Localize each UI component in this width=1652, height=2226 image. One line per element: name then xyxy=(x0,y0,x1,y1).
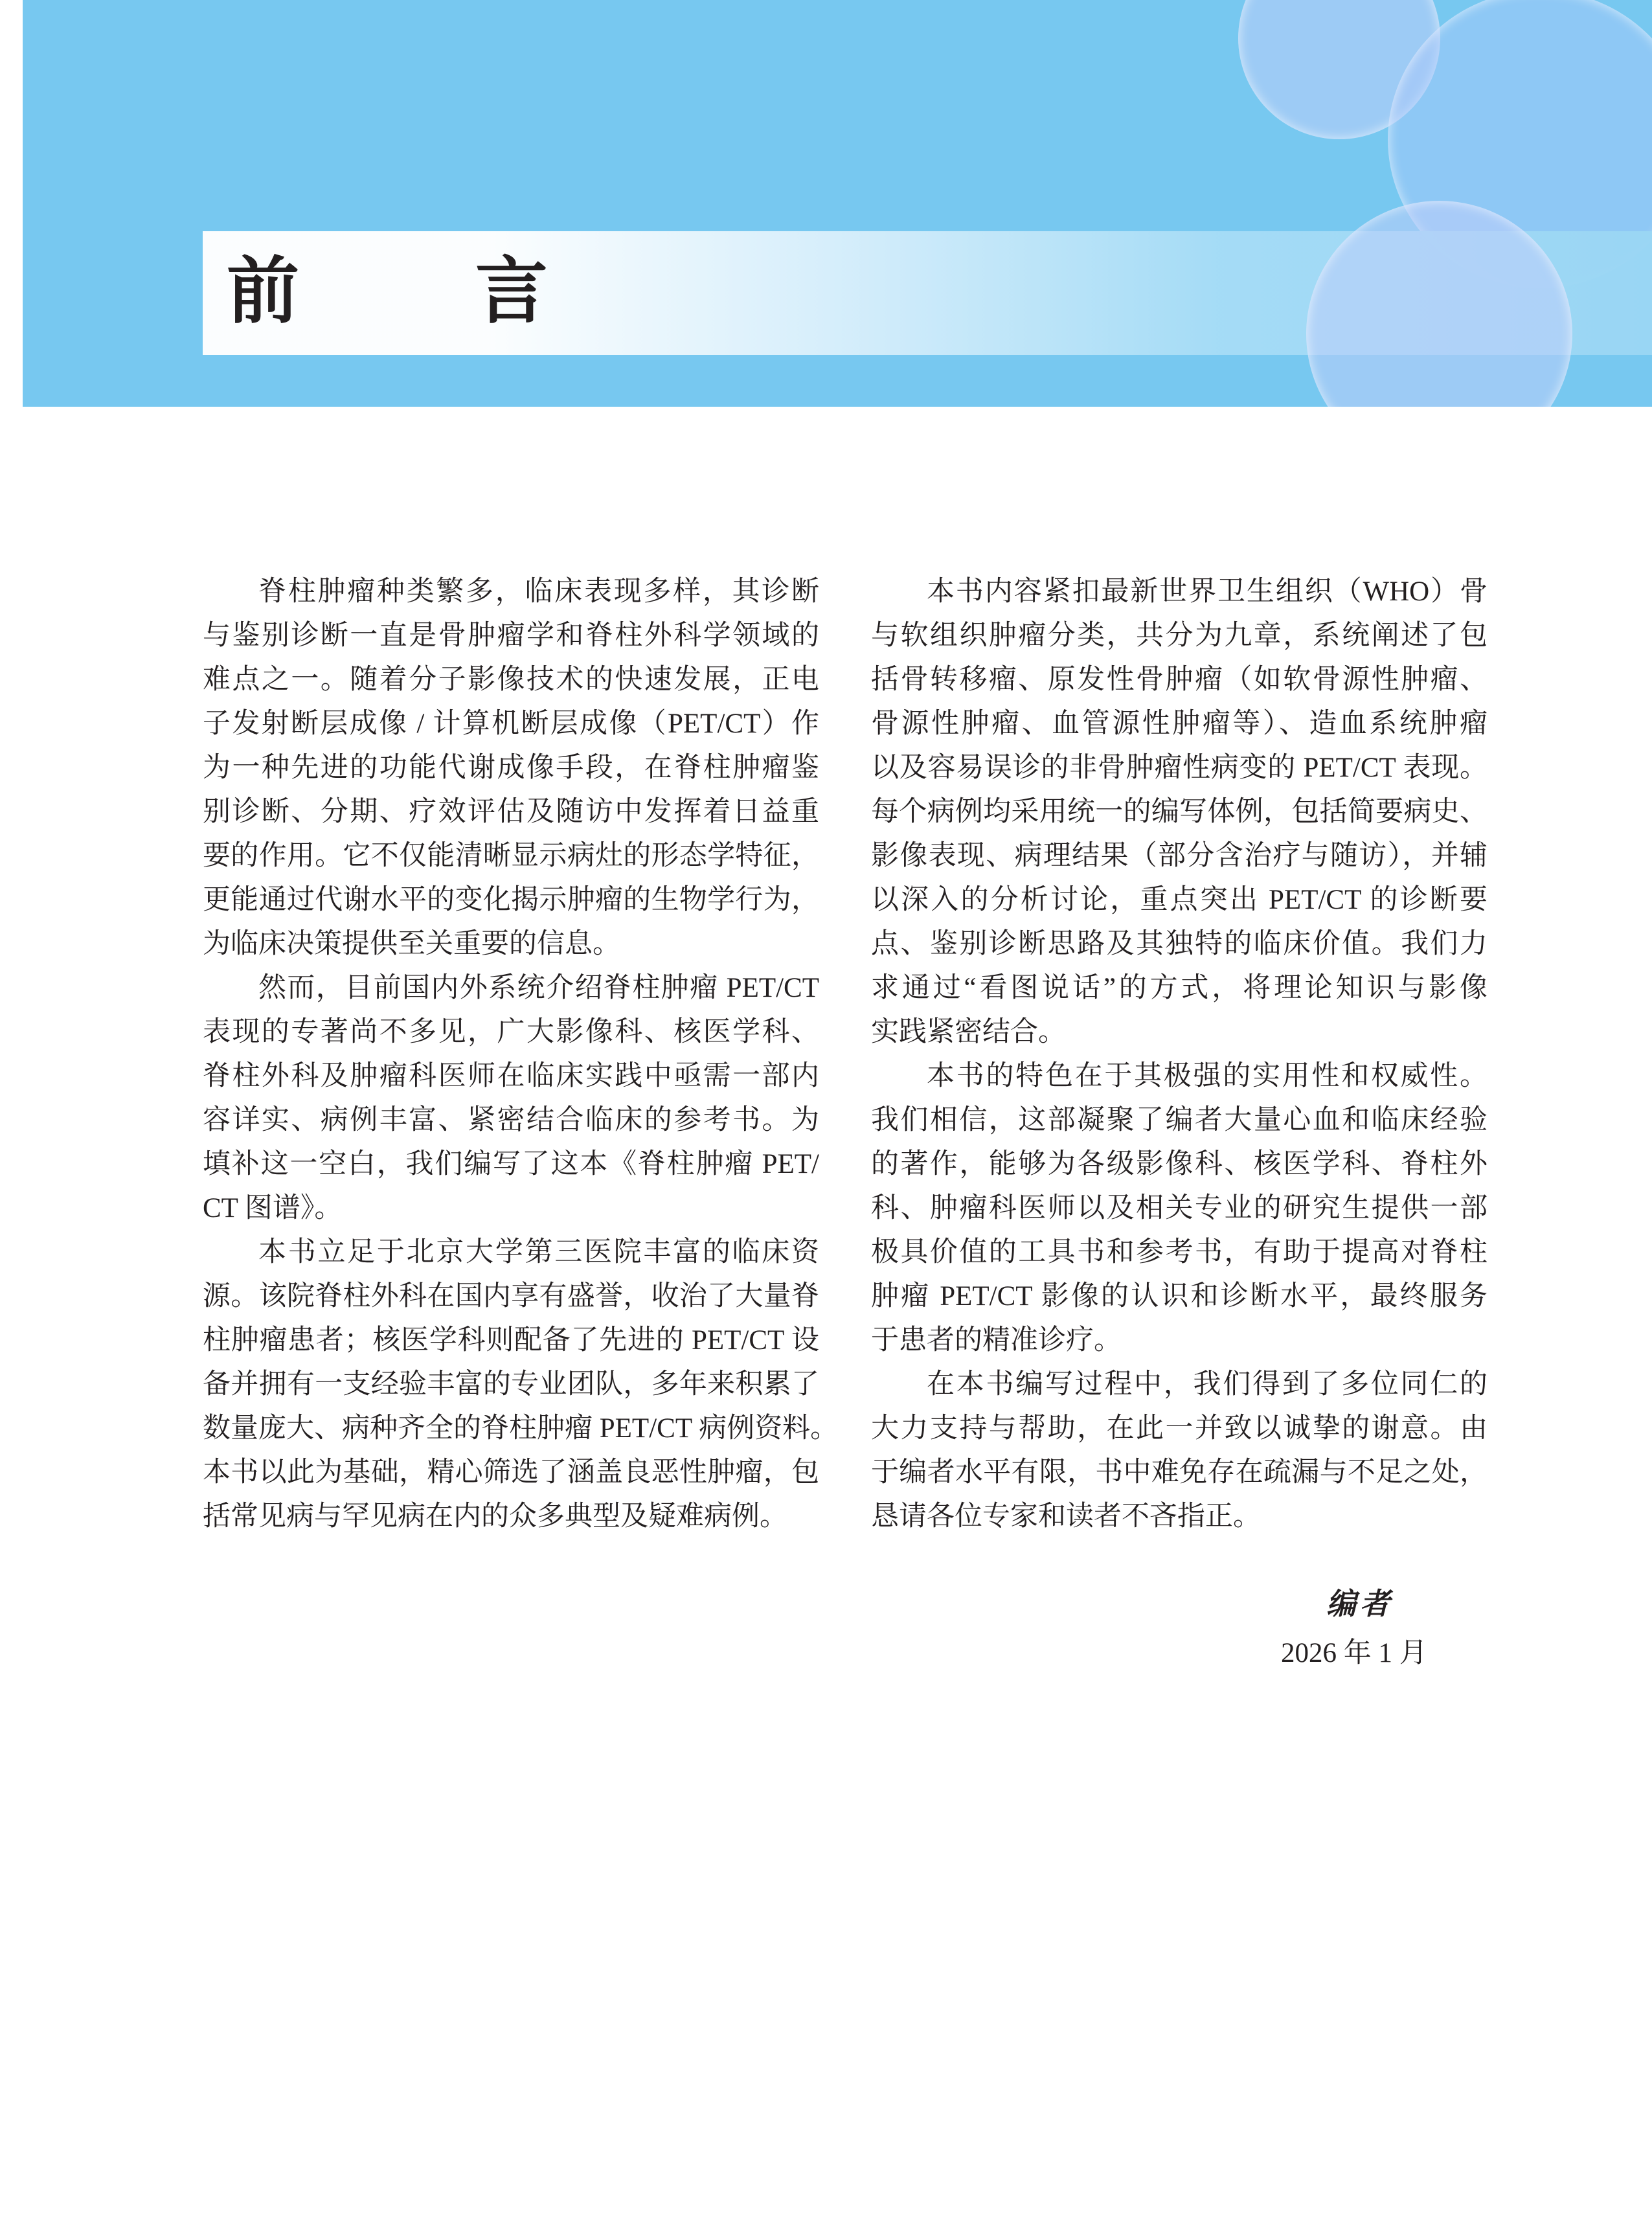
text-line: 别诊断、分期、疗效评估及随访中发挥着日益重 xyxy=(203,797,819,827)
text-line: 脊柱外科及肿瘤科医师在临床实践中亟需一部内 xyxy=(203,1061,819,1091)
text-line: 容详实、病例丰富、紧密结合临床的参考书。为 xyxy=(203,1105,819,1135)
paragraph xyxy=(203,570,819,966)
signature-date: 2026 年 1 月 xyxy=(1281,1638,1427,1668)
text-line: 括骨转移瘤、原发性骨肿瘤（如软骨源性肿瘤、 xyxy=(871,664,1488,695)
text-line: 括常见病与罕见病在内的众多典型及疑难病例。 xyxy=(203,1501,787,1532)
text-line: 于患者的精准诊疗。 xyxy=(871,1325,1122,1356)
paragraph xyxy=(203,1231,839,1539)
text-line: 脊柱肿瘤种类繁多，临床表现多样，其诊断 xyxy=(258,576,819,607)
text-line: 以及容易误诊的非骨肿瘤性病变的 PET/CT 表现。 xyxy=(871,753,1488,783)
right-column xyxy=(871,570,1488,1539)
paragraph xyxy=(203,966,819,1231)
paragraph xyxy=(871,1054,1488,1363)
text-line: 本书以此为基础，精心筛选了涵盖良恶性肿瘤，包 xyxy=(203,1457,819,1488)
text-line: 科、肿瘤科医师以及相关专业的研究生提供一部 xyxy=(871,1193,1488,1223)
text-line: 表现的专著尚不多见，广大影像科、核医学科、 xyxy=(203,1017,819,1047)
text-line: 求通过“看图说话”的方式，将理论知识与影像 xyxy=(871,973,1488,1003)
text-line: 数量庞大、病种齐全的脊柱肿瘤 PET/CT 病例资料。 xyxy=(203,1413,839,1444)
text-line: 骨源性肿瘤、血管源性肿瘤等）、造血系统肿瘤 xyxy=(871,709,1488,739)
signature-author: 编者 xyxy=(1326,1587,1394,1620)
chapter-header-banner xyxy=(23,0,1652,407)
page-title: 前 言 xyxy=(227,249,600,334)
text-line: 难点之一。随着分子影像技术的快速发展，正电 xyxy=(203,664,819,695)
text-line: 影像表现、病理结果（部分含治疗与随访），并辅 xyxy=(871,841,1488,871)
text-line: 大力支持与帮助，在此一并致以诚挚的谢意。由 xyxy=(871,1413,1488,1444)
text-line: 要的作用。它不仅能清晰显示病灶的形态学特征， xyxy=(203,841,819,871)
text-line: 在本书编写过程中，我们得到了多位同仁的 xyxy=(927,1369,1488,1400)
text-line: 恳请各位专家和读者不吝指正。 xyxy=(871,1501,1261,1532)
text-line: 本书内容紧扣最新世界卫生组织（WHO）骨 xyxy=(927,576,1488,607)
paragraph xyxy=(871,1363,1488,1539)
text-line: 以深入的分析讨论，重点突出 PET/CT 的诊断要 xyxy=(871,885,1488,915)
text-line: 本书的特色在于其极强的实用性和权威性。 xyxy=(927,1061,1488,1091)
text-line: 更能通过代谢水平的变化揭示肿瘤的生物学行为， xyxy=(203,885,819,915)
text-line: 的著作，能够为各级影像科、核医学科、脊柱外 xyxy=(871,1149,1488,1179)
text-line: 填补这一空白，我们编写了这本《脊柱肿瘤 PET/ xyxy=(203,1149,819,1179)
text-line: 于编者水平有限，书中难免存在疏漏与不足之处， xyxy=(871,1457,1488,1488)
text-line: 本书立足于北京大学第三医院丰富的临床资 xyxy=(258,1237,819,1267)
text-line: 备并拥有一支经验丰富的专业团队，多年来积累了 xyxy=(203,1369,819,1400)
text-line: 点、鉴别诊断思路及其独特的临床价值。我们力 xyxy=(871,929,1488,959)
text-line: 然而，目前国内外系统介绍脊柱肿瘤 PET/CT xyxy=(258,973,819,1003)
text-line: 我们相信，这部凝聚了编者大量心血和临床经验 xyxy=(871,1105,1488,1135)
text-line: 为一种先进的功能代谢成像手段，在脊柱肿瘤鉴 xyxy=(203,753,819,783)
left-column xyxy=(203,570,839,1539)
text-line: CT 图谱》。 xyxy=(203,1193,343,1223)
text-line: 肿瘤 PET/CT 影像的认识和诊断水平，最终服务 xyxy=(871,1281,1488,1312)
text-line: 与鉴别诊断一直是骨肿瘤学和脊柱外科学领域的 xyxy=(203,620,819,651)
text-line: 实践紧密结合。 xyxy=(871,1017,1066,1047)
text-line: 柱肿瘤患者；核医学科则配备了先进的 PET/CT 设 xyxy=(203,1325,819,1356)
text-line: 极具价值的工具书和参考书，有助于提高对脊柱 xyxy=(871,1237,1488,1267)
paragraph xyxy=(871,570,1488,1054)
text-line: 子发射断层成像 / 计算机断层成像（PET/CT）作 xyxy=(203,709,819,739)
text-line: 源。该院脊柱外科在国内享有盛誉，收治了大量脊 xyxy=(203,1281,819,1312)
text-line: 为临床决策提供至关重要的信息。 xyxy=(203,929,620,959)
text-line: 与软组织肿瘤分类，共分为九章，系统阐述了包 xyxy=(871,620,1488,651)
text-line: 每个病例均采用统一的编写体例，包括简要病史、 xyxy=(871,797,1488,827)
